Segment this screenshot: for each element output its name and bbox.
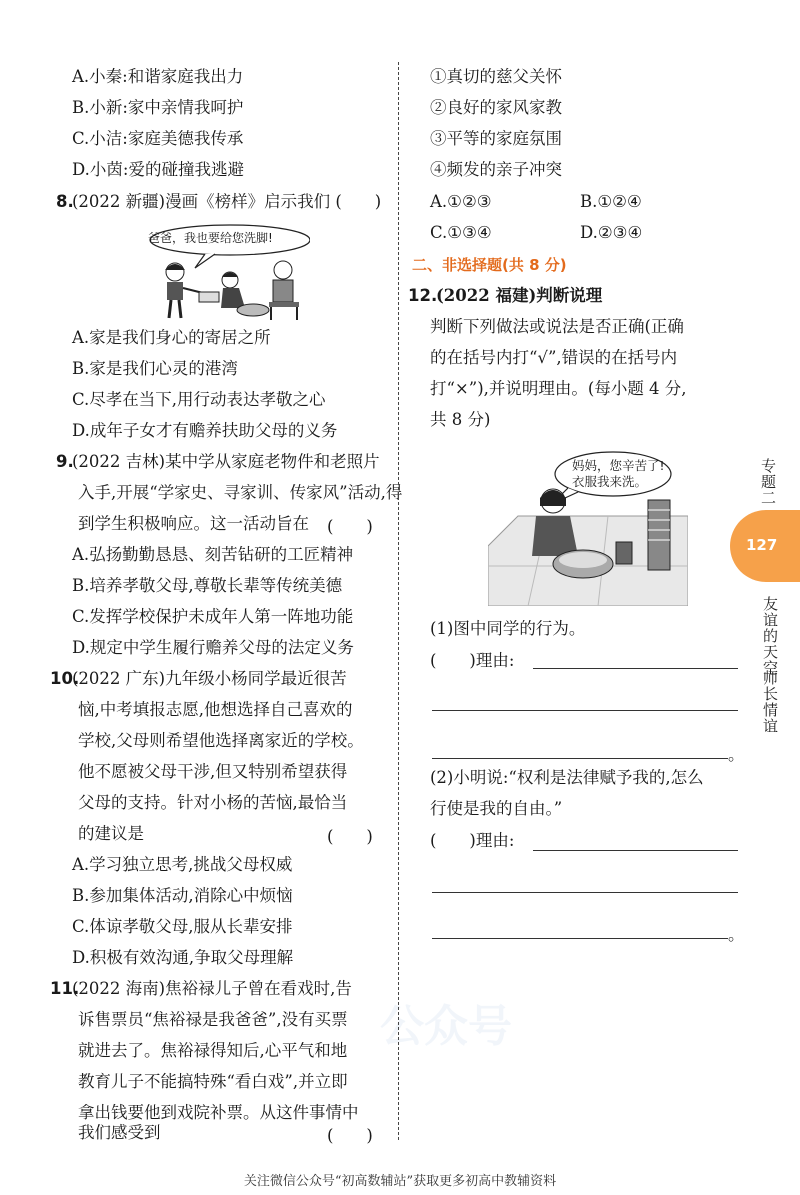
bubble-line: 衣服我来洗。 <box>572 474 648 489</box>
answer-paren: ( ) <box>327 1126 373 1145</box>
chapter-label: 专题二 <box>759 458 777 506</box>
answer-line <box>533 850 738 851</box>
reason-label: ( )理由: <box>430 831 515 850</box>
option: B.小新:家中亲情我呵护 <box>72 98 244 117</box>
option: A.学习独立思考,挑战父母权威 <box>72 855 293 874</box>
option: D.积极有效沟通,争取父母理解 <box>72 948 294 967</box>
page-number: 127 <box>746 536 778 554</box>
column-divider <box>398 62 399 1140</box>
option: A.小秦:和谐家庭我出力 <box>72 67 244 86</box>
option: B.①②④ <box>580 192 642 211</box>
question-line: 判断下列做法或说法是否正确(正确 <box>430 317 684 336</box>
option: A.家是我们身心的寄居之所 <box>72 328 271 347</box>
question-number: 11. <box>50 979 80 998</box>
question-line: 诉售票员“焦裕禄是我爸爸”,没有买票 <box>78 1010 348 1029</box>
question-number: 8. <box>56 192 74 211</box>
watermark: 公众号 <box>380 1001 512 1052</box>
option: D.规定中学生履行赡养父母的法定义务 <box>72 638 354 657</box>
answer-paren: ( ) <box>327 827 373 846</box>
period: 。 <box>728 925 745 944</box>
question-stem: (2022 新疆)漫画《榜样》启示我们 ( ) <box>72 192 382 211</box>
option: C.①③④ <box>430 223 492 242</box>
option: C.尽孝在当下,用行动表达孝敬之心 <box>72 390 326 409</box>
option: B.参加集体活动,消除心中烦恼 <box>72 886 293 905</box>
question-heading: (2022 福建)判断说理 <box>436 286 603 305</box>
statement-item: ③平等的家庭氛围 <box>430 129 562 148</box>
option: D.小茵:爱的碰撞我逃避 <box>72 160 244 179</box>
answer-paren: ( ) <box>327 517 373 536</box>
option: C.小洁:家庭美德我传承 <box>72 129 244 148</box>
bubble-text <box>572 458 665 490</box>
question-line: (2022 广东)九年级小杨同学最近很苦 <box>72 669 347 688</box>
question-line: (2022 海南)焦裕禄儿子曾在看戏时,告 <box>72 979 352 998</box>
statement-item: ①真切的慈父关怀 <box>430 67 562 86</box>
question-line: 拿出钱要他到戏院补票。从这件事情中 <box>78 1103 359 1122</box>
answer-line <box>432 710 738 711</box>
comic-caption: 爸爸，我也要给您洗脚! <box>148 231 273 245</box>
question-line: 父母的支持。针对小杨的苦恼,最恰当 <box>78 793 348 812</box>
statement-item: ②良好的家风家教 <box>430 98 562 117</box>
answer-line <box>533 668 738 669</box>
question-line: 教育儿子不能搞特殊“看白戏”,并立即 <box>78 1072 348 1091</box>
option: A.弘扬勤勤恳恳、刻苦钻研的工匠精神 <box>72 545 354 564</box>
option: D.②③④ <box>580 223 643 242</box>
question-number: 10. <box>50 669 80 688</box>
question-line: 入手,开展“学家史、寻家训、传家风”活动,得 <box>78 483 403 502</box>
question-line: 到学生积极响应。这一活动旨在 <box>78 514 309 533</box>
question-line: 共 8 分) <box>430 410 491 429</box>
section-label: 友谊的天空 <box>761 596 779 676</box>
question-line: 恼,中考填报志愿,他想选择自己喜欢的 <box>78 700 353 719</box>
statement-item: ④频发的亲子冲突 <box>430 160 562 179</box>
bubble-line: 妈妈，您辛苦了! <box>572 458 665 473</box>
period: 。 <box>728 745 745 764</box>
section-label: 师长情谊 <box>761 670 779 734</box>
question-number: 12. <box>408 286 438 305</box>
question-line: 的在括号内打“√”,错误的在括号内 <box>430 348 678 367</box>
section-title: 二、非选择题(共 8 分) <box>412 256 567 274</box>
answer-line <box>432 758 728 759</box>
option: B.家是我们心灵的港湾 <box>72 359 238 378</box>
question-line: 我们感受到 <box>78 1123 161 1142</box>
option: C.发挥学校保护未成年人第一阵地功能 <box>72 607 354 626</box>
reason-label: ( )理由: <box>430 651 515 670</box>
footer-note: 关注微信公众号“初高数辅站”获取更多初高中教辅资料 <box>243 1174 557 1189</box>
answer-line <box>432 938 728 939</box>
question-line: 他不愿被父母干涉,但又特别希望获得 <box>78 762 348 781</box>
question-line: 的建议是 <box>78 824 144 843</box>
sub-question: 行使是我的自由。” <box>430 799 563 818</box>
question-number: 9. <box>56 452 74 471</box>
question-line: (2022 吉林)某中学从家庭老物件和老照片 <box>72 452 380 471</box>
answer-line <box>432 892 738 893</box>
option: A.①②③ <box>430 192 492 211</box>
question-line: 学校,父母则希望他选择离家近的学校。 <box>78 731 364 750</box>
sub-question: (2)小明说:“权利是法律赋予我的,怎么 <box>430 768 704 787</box>
question-line: 就进去了。焦裕禄得知后,心平气和地 <box>78 1041 348 1060</box>
option: D.成年子女才有赡养扶助父母的义务 <box>72 421 338 440</box>
question-line: 打“×”),并说明理由。(每小题 4 分, <box>430 379 687 398</box>
sub-question: (1)图中同学的行为。 <box>430 619 586 638</box>
option: B.培养孝敬父母,尊敬长辈等传统美德 <box>72 576 343 595</box>
option: C.体谅孝敬父母,服从长辈安排 <box>72 917 293 936</box>
